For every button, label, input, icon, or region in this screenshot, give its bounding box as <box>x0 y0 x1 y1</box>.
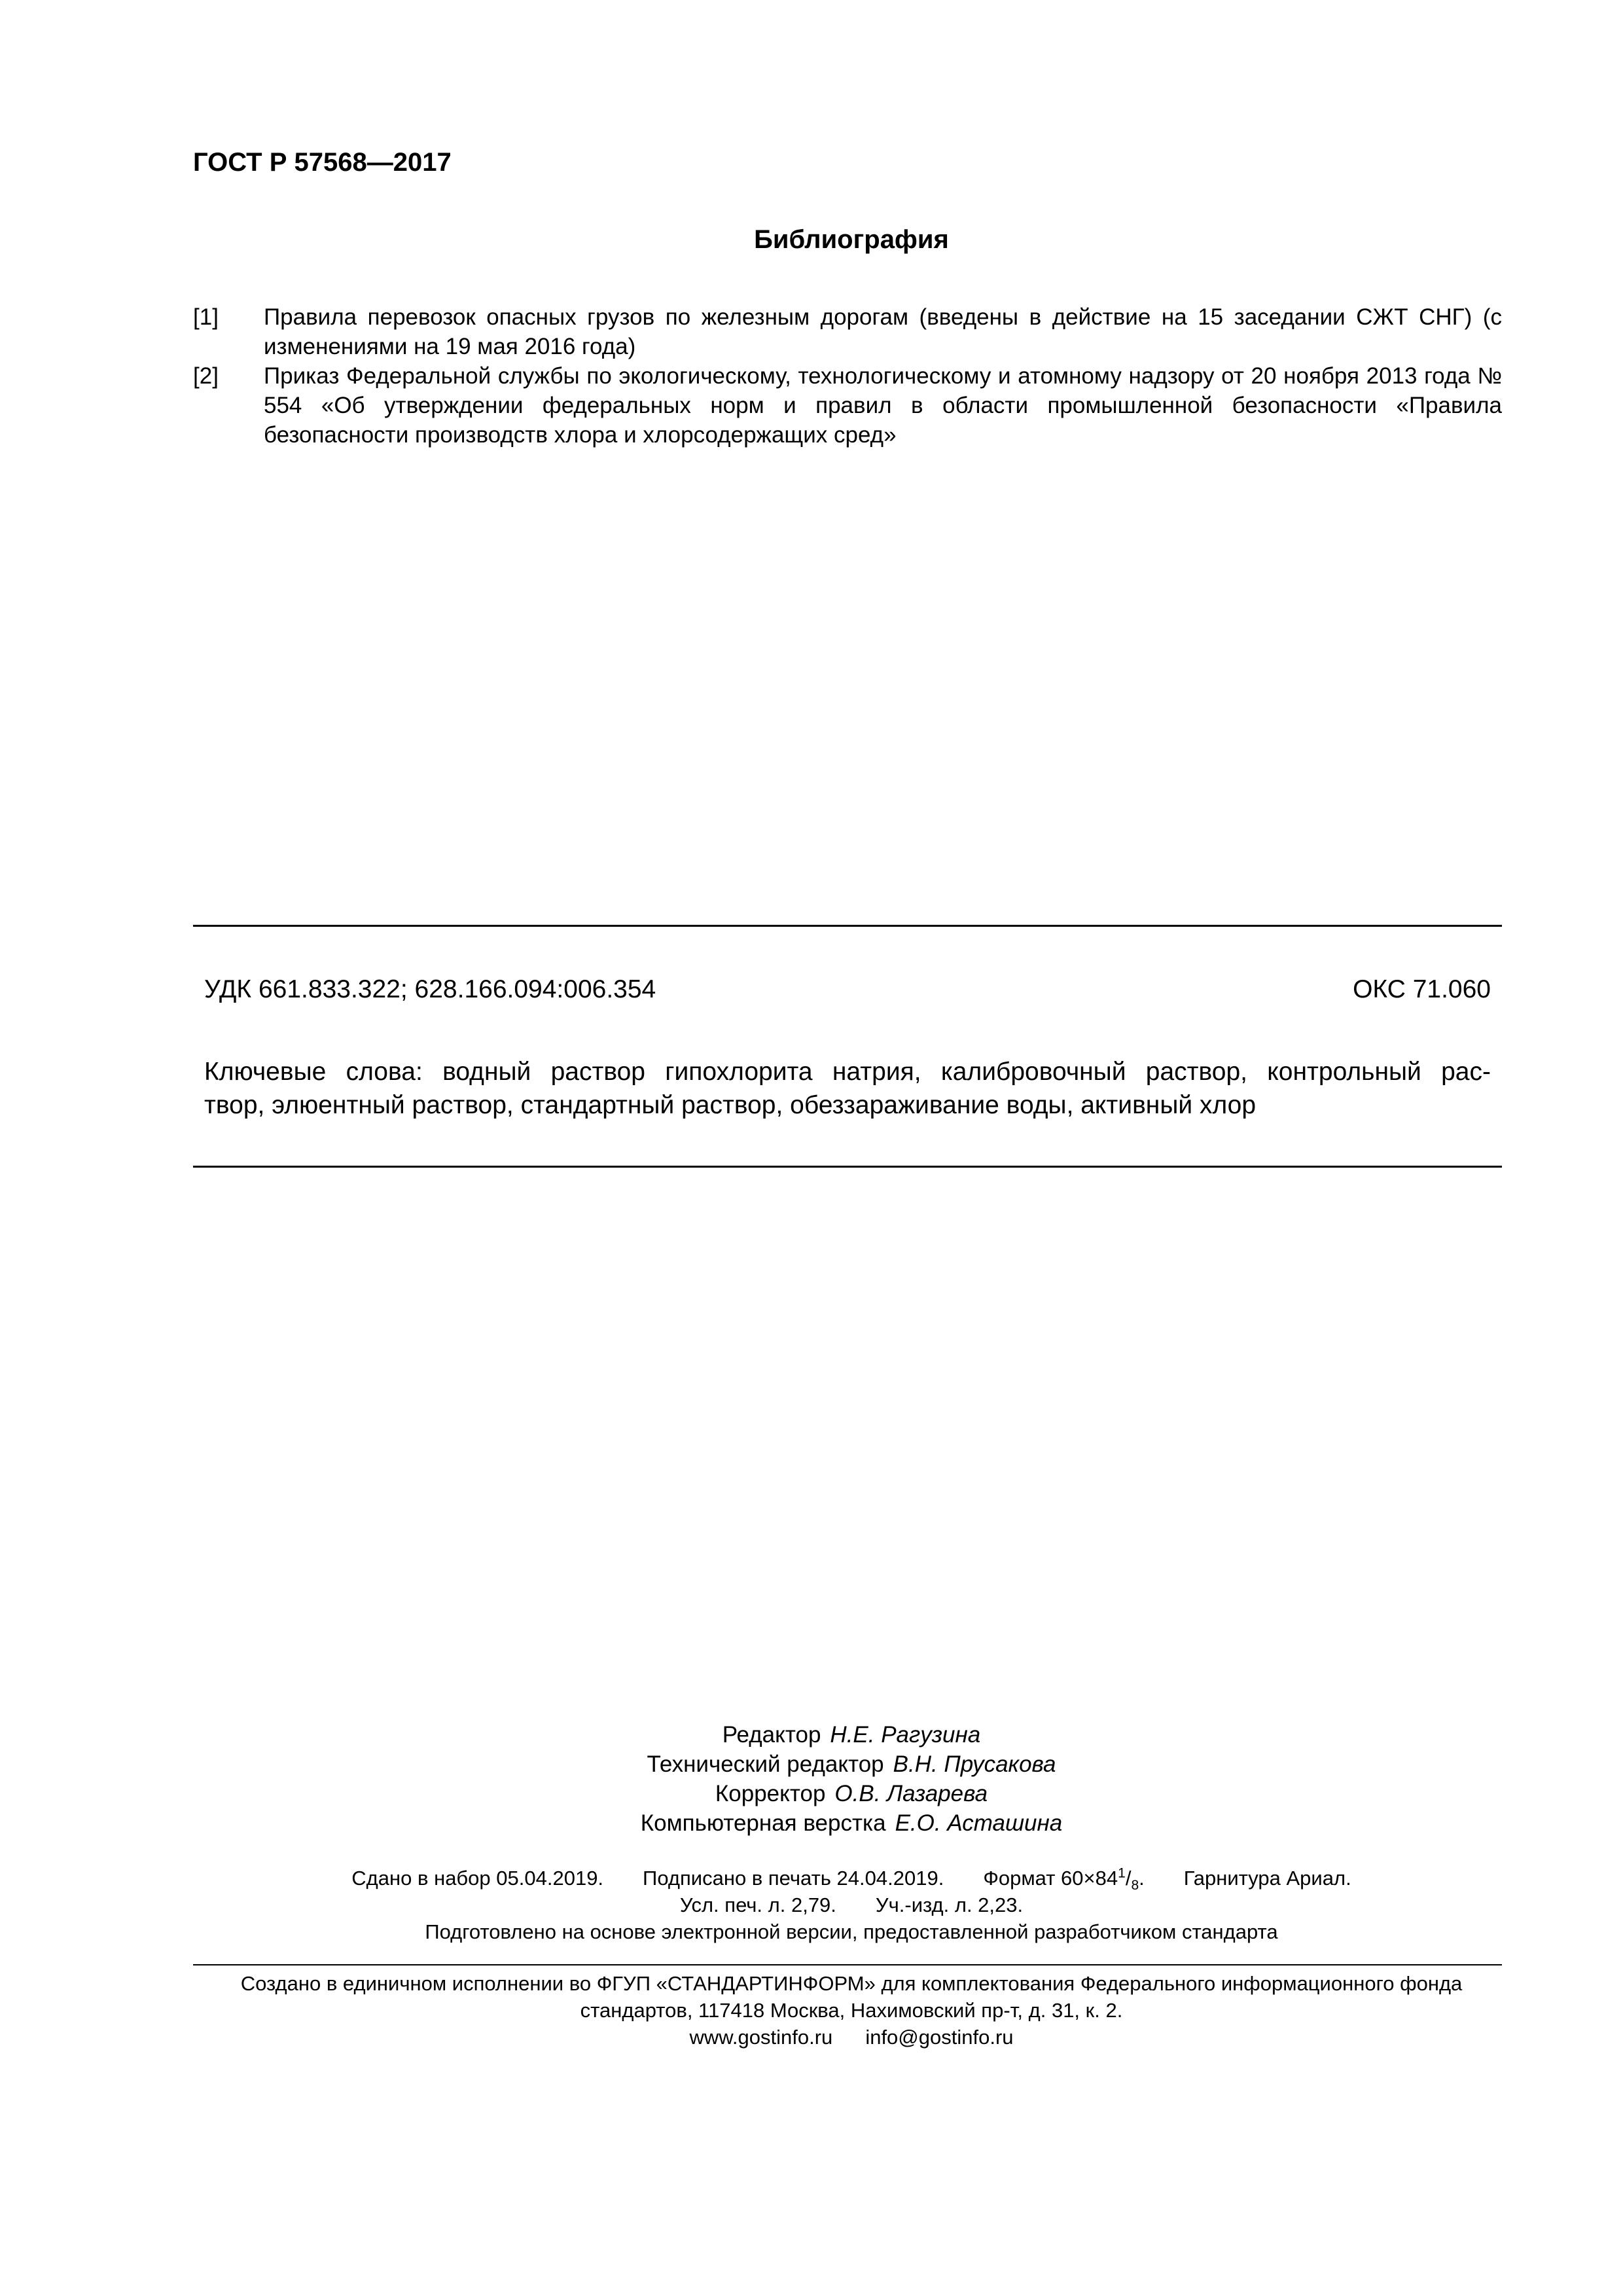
publication-row <box>0 1865 1623 1892</box>
credit-role: Компьютерная верстка <box>640 1810 886 1836</box>
credits-block <box>0 1720 1623 1838</box>
keywords-block <box>204 1055 1491 1122</box>
keywords-line: твор, элюентный раствор, стандартный раствор, обеззараживание воды, активный хлор <box>204 1091 1257 1119</box>
bibliography-item <box>193 361 1502 450</box>
oks-code: ОКС 71.060 <box>1353 975 1491 1003</box>
bibliography-item-text: Приказ Федеральной службы по экологическому, технологическому и атомному надзору от 20 ноября 2013 года № 554 «Об утверждении федеральных норм и правил в области промышленной безопасности «Правила безопасности производств хлора и хлорсодержащих сред» <box>264 363 1502 448</box>
bibliography-item-number: [1] <box>193 304 219 330</box>
udc-code: УДК 661.833.322; 628.166.094:006.354 <box>204 975 656 1003</box>
prepared-note: Подготовлено на основе электронной версии, предоставленной разработчиком стандарта <box>425 1920 1278 1943</box>
credit-name: О.В. Лазарева <box>834 1781 988 1806</box>
footer-address: стандартов, 117418 Москва, Нахимовский пр-т, д. 31, к. 2. <box>580 1999 1123 2022</box>
typeface: Гарнитура Ариал. <box>1183 1867 1351 1890</box>
credit-proofreader <box>0 1779 1623 1808</box>
credit-role: Технический редактор <box>647 1751 884 1777</box>
footer-links <box>0 2024 1623 2051</box>
bibliography-item <box>193 302 1502 361</box>
paper-format: Формат $60\times 84^1/_8$. <box>983 1865 1145 1893</box>
publication-row <box>0 1892 1623 1918</box>
credit-name: Е.О. Асташина <box>895 1810 1063 1836</box>
footer-divider <box>193 1964 1502 1965</box>
credit-role: Корректор <box>715 1781 826 1806</box>
bottom-divider <box>193 1166 1502 1168</box>
paper-format-numerator: 1 <box>1118 1865 1126 1881</box>
credit-editor <box>0 1720 1623 1749</box>
keywords-line: Ключевые слова: водный раствор гипохлорита натрия, калибровочный раствор, контрольный рас- <box>204 1058 1491 1086</box>
publication-info <box>0 1865 1623 1945</box>
edit-sheets: Уч.-изд. л. 2,23. <box>875 1893 1024 1916</box>
bibliography-list <box>193 302 1502 450</box>
print-sheets: Усл. печ. л. 2,79. <box>679 1893 836 1916</box>
top-divider <box>193 925 1502 927</box>
website-link[interactable]: www.gostinfo.ru <box>689 2026 833 2049</box>
bibliography-item-text: Правила перевозок опасных грузов по железным дорогам (введены в действие на 15 заседании СЖТ СНГ) (с изменениями на 19 мая 2016 года) <box>264 304 1502 359</box>
bibliography-title: Библиография <box>754 225 949 254</box>
paper-format-denominator: 8 <box>1131 1878 1139 1893</box>
paper-format-suffix: . <box>1139 1867 1145 1890</box>
paper-format-prefix: Формат 60×84 <box>983 1867 1118 1890</box>
typeset-date: Сдано в набор 05.04.2019. <box>351 1867 604 1890</box>
email-link[interactable]: info@gostinfo.ru <box>865 2026 1014 2049</box>
credit-technical-editor <box>0 1749 1623 1779</box>
credit-role: Редактор <box>722 1722 821 1748</box>
credit-name: В.Н. Прусакова <box>893 1751 1056 1777</box>
classification-row <box>204 975 1491 1004</box>
document-code: ГОСТ Р 57568—2017 <box>193 148 452 177</box>
signed-date: Подписано в печать 24.04.2019. <box>643 1867 944 1890</box>
credit-layout <box>0 1808 1623 1838</box>
bibliography-item-number: [2] <box>193 363 219 389</box>
footer <box>0 1970 1623 2051</box>
credit-name: Н.Е. Рагузина <box>830 1722 981 1748</box>
footer-line: Создано в единичном исполнении во ФГУП «СТАНДАРТИНФОРМ» для комплектования Федерального информационного фонда <box>240 1972 1463 1995</box>
